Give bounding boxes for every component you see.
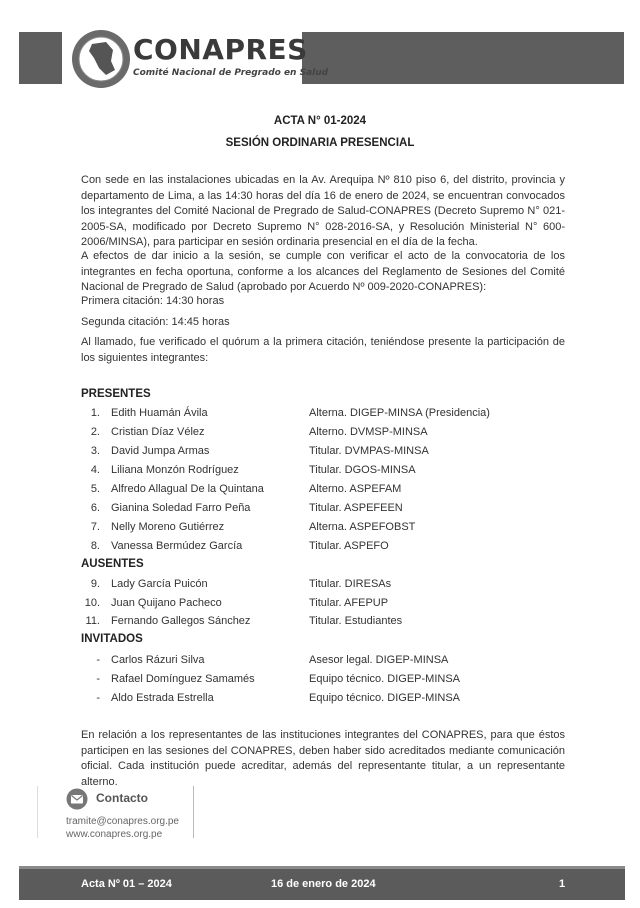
attendee-role: Titular. DVMPAS-MINSA — [309, 445, 429, 457]
contact-divider-right — [193, 786, 194, 838]
contact-divider-left — [37, 786, 38, 838]
logo-name: CONAPRES — [133, 33, 308, 66]
verification-paragraph: A efectos de dar inicio a la sesión, se cumple con verificar el acto de la convocatoria de los integrantes en fecha oportuna, conforme a los alcances del Reglamento de Sesiones del Comité Nacional de Pregrado de Salud (aprobado por Acuerdo Nº 009-2020-CONAPRES): — [81, 250, 565, 293]
absentee-row — [0, 597, 640, 613]
attendee-name: Nelly Moreno Gutiérrez — [111, 521, 225, 533]
guest-name: Aldo Estrada Estrella — [111, 692, 214, 704]
attendee-row — [0, 445, 640, 461]
document-title: ACTA N° 01-2024 — [273, 115, 367, 127]
absentee-name: Juan Quijano Pacheco — [111, 597, 222, 609]
absentee-name: Lady García Puicón — [111, 578, 208, 590]
footer-bar — [19, 866, 625, 900]
row-number: 6. — [90, 502, 100, 514]
quorum-paragraph: Al llamado, fue verificado el quórum a la primera citación, teniéndose presente la participación de los siguientes integrantes: — [81, 336, 565, 364]
row-number: 9. — [90, 578, 100, 590]
row-bullet: - — [96, 673, 100, 685]
guest-row — [0, 654, 640, 670]
absentee-role: Titular. AFEPUP — [309, 597, 389, 609]
guest-row — [0, 692, 640, 708]
absentee-row — [0, 615, 640, 631]
attendee-role: Titular. DGOS-MINSA — [309, 464, 416, 476]
invitados-heading: INVITADOS — [81, 633, 143, 645]
attendee-role: Alterna. DIGEP-MINSA (Presidencia) — [309, 407, 490, 419]
first-call: Primera citación: 14:30 horas — [81, 295, 225, 307]
ausentes-heading: AUSENTES — [81, 558, 144, 570]
page-number: 1 — [559, 878, 566, 890]
guest-name: Carlos Rázuri Silva — [111, 654, 205, 666]
attendee-row — [0, 540, 640, 556]
guest-row — [0, 673, 640, 689]
attendee-row — [0, 502, 640, 518]
closing-paragraph: En relación a los representantes de las instituciones integrantes del CONAPRES, para que éstos participen en las sesiones del CONAPRES, deben haber sido acreditados mediante comunicación oficial. Cada institución puede acreditar, además del representante titular, a un representante alterno. — [81, 729, 565, 788]
mail-icon — [66, 788, 88, 810]
row-number: 11. — [85, 615, 100, 627]
row-number: 10. — [84, 597, 100, 609]
attendee-role: Alterno. ASPEFAM — [309, 483, 402, 495]
attendee-name: Alfredo Allagual De la Quintana — [111, 483, 264, 495]
attendee-role: Titular. ASPEFO — [309, 540, 389, 552]
attendee-role: Titular. ASPEFEEN — [309, 502, 403, 514]
attendee-row — [0, 464, 640, 480]
guest-role: Equipo técnico. DIGEP-MINSA — [309, 692, 461, 704]
attendee-name: Gianina Soledad Farro Peña — [111, 502, 251, 514]
attendee-name: Edith Huamán Ávila — [111, 407, 208, 419]
row-bullet: - — [96, 654, 100, 666]
row-number: 5. — [90, 483, 100, 495]
attendee-row — [0, 426, 640, 442]
contact-label: Contacto — [96, 791, 148, 805]
guest-role: Asesor legal. DIGEP-MINSA — [309, 654, 449, 666]
guest-role: Equipo técnico. DIGEP-MINSA — [309, 673, 461, 685]
attendee-row — [0, 521, 640, 537]
attendee-role: Alterna. ASPEFOBST — [309, 521, 416, 533]
attendee-role: Alterno. DVMSP-MINSA — [309, 426, 428, 438]
row-bullet: - — [96, 692, 100, 704]
attendee-name: David Jumpa Armas — [111, 445, 210, 457]
contact-email[interactable]: tramite@conapres.org.pe — [66, 816, 179, 827]
contact-website[interactable]: www.conapres.org.pe — [66, 829, 163, 840]
attendee-name: Cristian Díaz Vélez — [111, 426, 205, 438]
absentee-role: Titular. Estudiantes — [309, 615, 403, 627]
intro-paragraph: Con sede en las instalaciones ubicadas en la Av. Arequipa Nº 810 piso 6, del distrito, provincia y departamento de Lima, a las 14:30 horas del día 16 de enero de 2024, se encuentran convocados los integrantes del Comité Nacional de Pregrado de Salud-CONAPRES (Decreto Supremo N° 021-2005-SA, modificado por Decreto Supremo N° 028-2016-SA, y Resolución Ministerial N° 600-2006/MINSA), para participar en sesión ordinaria presencial en el día de la fecha. — [81, 174, 565, 248]
absentee-row — [0, 578, 640, 594]
footer-acta: Acta Nº 01 – 2024 — [81, 878, 172, 890]
second-call: Segunda citación: 14:45 horas — [81, 316, 230, 328]
row-number: 8. — [90, 540, 100, 552]
row-number: 7. — [90, 521, 100, 533]
logo-subtitle: Comité Nacional de Pregrado en Salud — [133, 68, 329, 78]
row-number: 2. — [90, 426, 100, 438]
row-number: 1. — [90, 407, 100, 419]
footer-date: 16 de enero de 2024 — [271, 878, 376, 890]
attendee-name: Liliana Monzón Rodríguez — [111, 464, 239, 476]
row-number: 4. — [90, 464, 100, 476]
header-bar-left — [19, 32, 62, 84]
absentee-role: Titular. DIRESAs — [309, 578, 392, 590]
row-number: 3. — [90, 445, 100, 457]
attendee-row — [0, 407, 640, 423]
presentes-heading: PRESENTES — [81, 388, 151, 400]
conapres-emblem-logo — [70, 28, 132, 90]
guest-name: Rafael Domínguez Samamés — [111, 673, 255, 685]
header-bar-right — [302, 32, 624, 84]
attendee-row — [0, 483, 640, 499]
attendee-name: Vanessa Bermúdez García — [111, 540, 243, 552]
absentee-name: Fernando Gallegos Sánchez — [111, 615, 251, 627]
document-subtitle: SESIÓN ORDINARIA PRESENCIAL — [225, 137, 415, 149]
